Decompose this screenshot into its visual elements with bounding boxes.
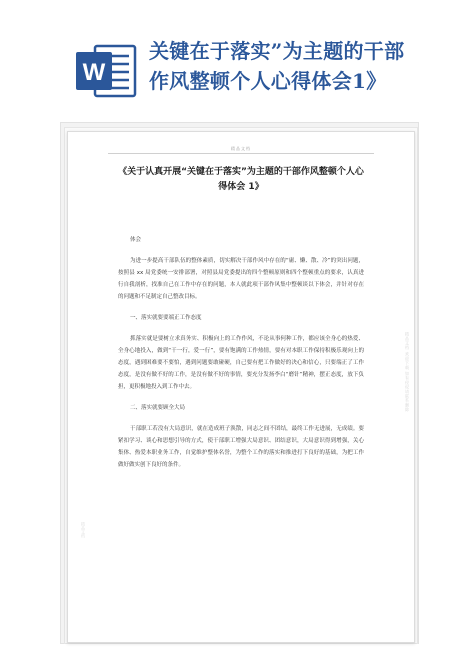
page-side-mark: 精品文档: [81, 522, 86, 538]
paragraph-tiyhui: 体会: [130, 237, 142, 243]
page-header: 精品文档: [231, 146, 251, 151]
banner-title-line-1: 关键在于落实”为主题的干部: [149, 39, 405, 63]
page-watermark: 精品文档 欢迎下载 如有侵权请联系删除: [405, 332, 410, 413]
paragraph-attitude: 抓落实就是要树立求真务实、积极向上的工作作风，不论从事何种工作，都应该全身心的热爱、全身心地投入，做到“干一行，爱一行”，要有饱满的工作热情，要有对本职工作保持积极乐观向上的态度，遇到困难要不要怕，遇到问题要敢碰硬，自己要有把工作做好的决心和信心，只要端正了工作态度，是没有做不好的工作，是没有做不好的事情，要充分发扬李白“磨针”精神，摆正态度，放下负担，更积极地投入到工作中去。: [118, 336, 364, 390]
document-page: [67, 131, 415, 643]
section-heading-1: 一、落实就要要端正工作态度: [130, 315, 202, 321]
paragraph-intro: 为进一步提高干部队伍的整体素质，切实解决干部作风中存在的“庸、懒、散、冷”的突出问题，按照县 xx 局党委统一安排部署，对照县局党委提出的四个整顿原则和四个整顿重点的要求，认真进行自我剖析，找准自己在工作中存在的问题，本人就此项干部作风集中整顿谈以下体会，并针对存在的问题和不足制定自己整改目标。: [118, 258, 364, 300]
svg-text:W: W: [82, 59, 106, 86]
document-banner: [0, 0, 474, 118]
banner-title-line-2: 作风整顿个人心得体会1》: [149, 69, 387, 93]
paragraph-overall: 干部职工若没有大局意识，就在造成班子涣散，同志之间不团结，最终工作无进展，无成绩。要紧扣学习、谈心和思想引导的方式，使干部职工增强大局意识、团结意识，大局意识得到增强，关心集体、热爱本职业务工作，自觉维护整体名誉，为整个工作的落实和推进打下良好的基础，为把工作做好做实创下良好的条件。: [118, 426, 364, 468]
section-heading-2: 二、落实就要顾全大局: [130, 405, 186, 411]
word-icon: [75, 42, 137, 100]
page-header-rule: [108, 153, 374, 154]
document-title: 《关于认真开展“关键在于落实”为主题的干部作风整顿个人心得体会 1》: [118, 167, 364, 192]
document-body: [118, 234, 364, 471]
banner-title: [149, 36, 467, 96]
